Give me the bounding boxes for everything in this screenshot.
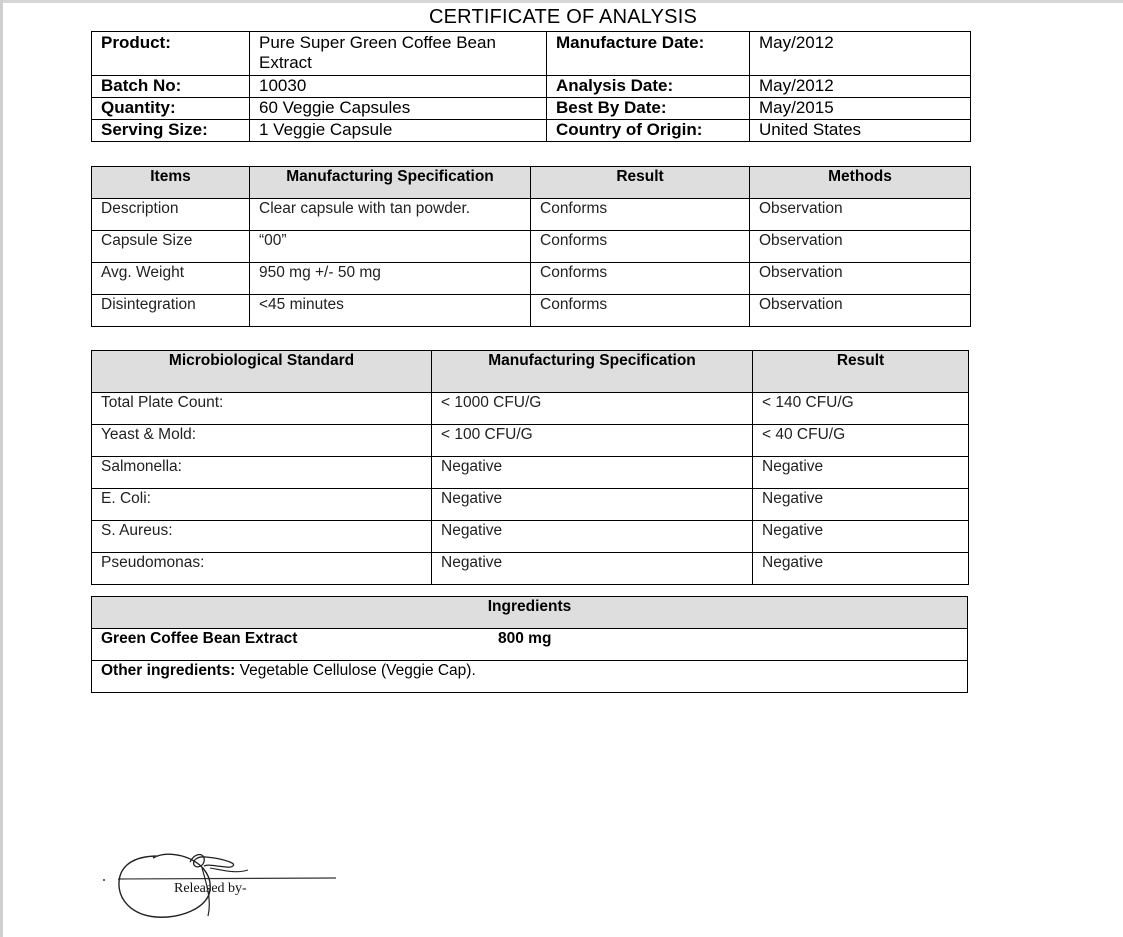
table-row xyxy=(92,457,969,489)
best-by-label: Best By Date: xyxy=(547,98,750,120)
ingredients-header-row xyxy=(92,597,968,629)
micro-standard: Total Plate Count: xyxy=(92,393,432,425)
spec-method: Observation xyxy=(750,199,971,231)
microbiological-table xyxy=(91,350,969,585)
batch-label: Batch No: xyxy=(92,76,250,98)
spec-item: Description xyxy=(92,199,250,231)
ingredients-table xyxy=(91,596,968,693)
ingredient-name: Green Coffee Bean Extract xyxy=(101,630,298,647)
manufacture-date-value: May/2012 xyxy=(750,32,971,76)
batch-row xyxy=(92,76,971,98)
spec-result: Conforms xyxy=(531,231,750,263)
document-title: CERTIFICATE OF ANALYSIS xyxy=(429,6,697,28)
analysis-date-value: May/2012 xyxy=(750,76,971,98)
origin-value: United States xyxy=(750,120,971,142)
spec-method: Observation xyxy=(750,295,971,327)
spec-item: Capsule Size xyxy=(92,231,250,263)
other-ingredients-cell xyxy=(92,661,968,693)
micro-result: < 140 CFU/G xyxy=(753,393,969,425)
spec-header-cell: Items xyxy=(92,167,250,199)
ingredient-amount: 800 mg xyxy=(498,630,552,647)
serving-label: Serving Size: xyxy=(92,120,250,142)
serving-value: 1 Veggie Capsule xyxy=(250,120,547,142)
origin-label: Country of Origin: xyxy=(547,120,750,142)
micro-result: < 40 CFU/G xyxy=(753,425,969,457)
spec-header-row xyxy=(92,167,971,199)
micro-header-cell: Microbiological Standard xyxy=(92,351,432,393)
table-row xyxy=(92,489,969,521)
spec-method: Observation xyxy=(750,263,971,295)
product-value: Pure Super Green Coffee Bean Extract xyxy=(250,32,547,76)
page-top-edge xyxy=(0,0,1123,3)
other-ingredients-value: Vegetable Cellulose (Veggie Cap). xyxy=(235,662,476,679)
product-label: Product: xyxy=(92,32,250,76)
spec-method: Observation xyxy=(750,231,971,263)
released-by-label: Released by- xyxy=(174,881,247,896)
table-row xyxy=(92,521,969,553)
product-info-table xyxy=(91,31,971,142)
analysis-date-label: Analysis Date: xyxy=(547,76,750,98)
other-ingredients-row xyxy=(92,661,968,693)
specification-table xyxy=(91,166,971,327)
spec-result: Conforms xyxy=(531,199,750,231)
ingredient-cell xyxy=(92,629,968,661)
quantity-value: 60 Veggie Capsules xyxy=(250,98,547,120)
spec-result: Conforms xyxy=(531,295,750,327)
batch-value: 10030 xyxy=(250,76,547,98)
micro-specification: Negative xyxy=(432,489,753,521)
micro-standard: Pseudomonas: xyxy=(92,553,432,585)
quantity-label: Quantity: xyxy=(92,98,250,120)
spec-specification: Clear capsule with tan powder. xyxy=(250,199,531,231)
product-row xyxy=(92,32,971,76)
other-ingredients-label: Other ingredients: xyxy=(101,662,236,679)
micro-standard: Salmonella: xyxy=(92,457,432,489)
quantity-row xyxy=(92,98,971,120)
manufacture-date-label: Manufacture Date: xyxy=(547,32,750,76)
serving-row xyxy=(92,120,971,142)
micro-specification: < 100 CFU/G xyxy=(432,425,753,457)
micro-result: Negative xyxy=(753,521,969,553)
micro-header-cell: Manufacturing Specification xyxy=(432,351,753,393)
micro-standard: Yeast & Mold: xyxy=(92,425,432,457)
micro-specification: < 1000 CFU/G xyxy=(432,393,753,425)
page-left-edge xyxy=(0,0,3,937)
spec-specification: 950 mg +/- 50 mg xyxy=(250,263,531,295)
micro-result: Negative xyxy=(753,553,969,585)
table-row xyxy=(92,425,969,457)
best-by-value: May/2015 xyxy=(750,98,971,120)
micro-header-row xyxy=(92,351,969,393)
table-row xyxy=(92,263,971,295)
spec-result: Conforms xyxy=(531,263,750,295)
spec-specification: “00” xyxy=(250,231,531,263)
table-row xyxy=(92,295,971,327)
micro-specification: Negative xyxy=(432,457,753,489)
table-row xyxy=(92,199,971,231)
micro-specification: Negative xyxy=(432,553,753,585)
table-row xyxy=(92,393,969,425)
micro-header-cell: Result xyxy=(753,351,969,393)
micro-result: Negative xyxy=(753,489,969,521)
micro-specification: Negative xyxy=(432,521,753,553)
table-row xyxy=(92,231,971,263)
ingredients-header: Ingredients xyxy=(92,597,968,629)
micro-standard: E. Coli: xyxy=(92,489,432,521)
spec-header-cell: Result xyxy=(531,167,750,199)
table-row xyxy=(92,553,969,585)
spec-item: Avg. Weight xyxy=(92,263,250,295)
micro-standard: S. Aureus: xyxy=(92,521,432,553)
spec-header-cell: Methods xyxy=(750,167,971,199)
spec-header-cell: Manufacturing Specification xyxy=(250,167,531,199)
spec-item: Disintegration xyxy=(92,295,250,327)
micro-result: Negative xyxy=(753,457,969,489)
ingredient-row xyxy=(92,629,968,661)
spec-specification: <45 minutes xyxy=(250,295,531,327)
